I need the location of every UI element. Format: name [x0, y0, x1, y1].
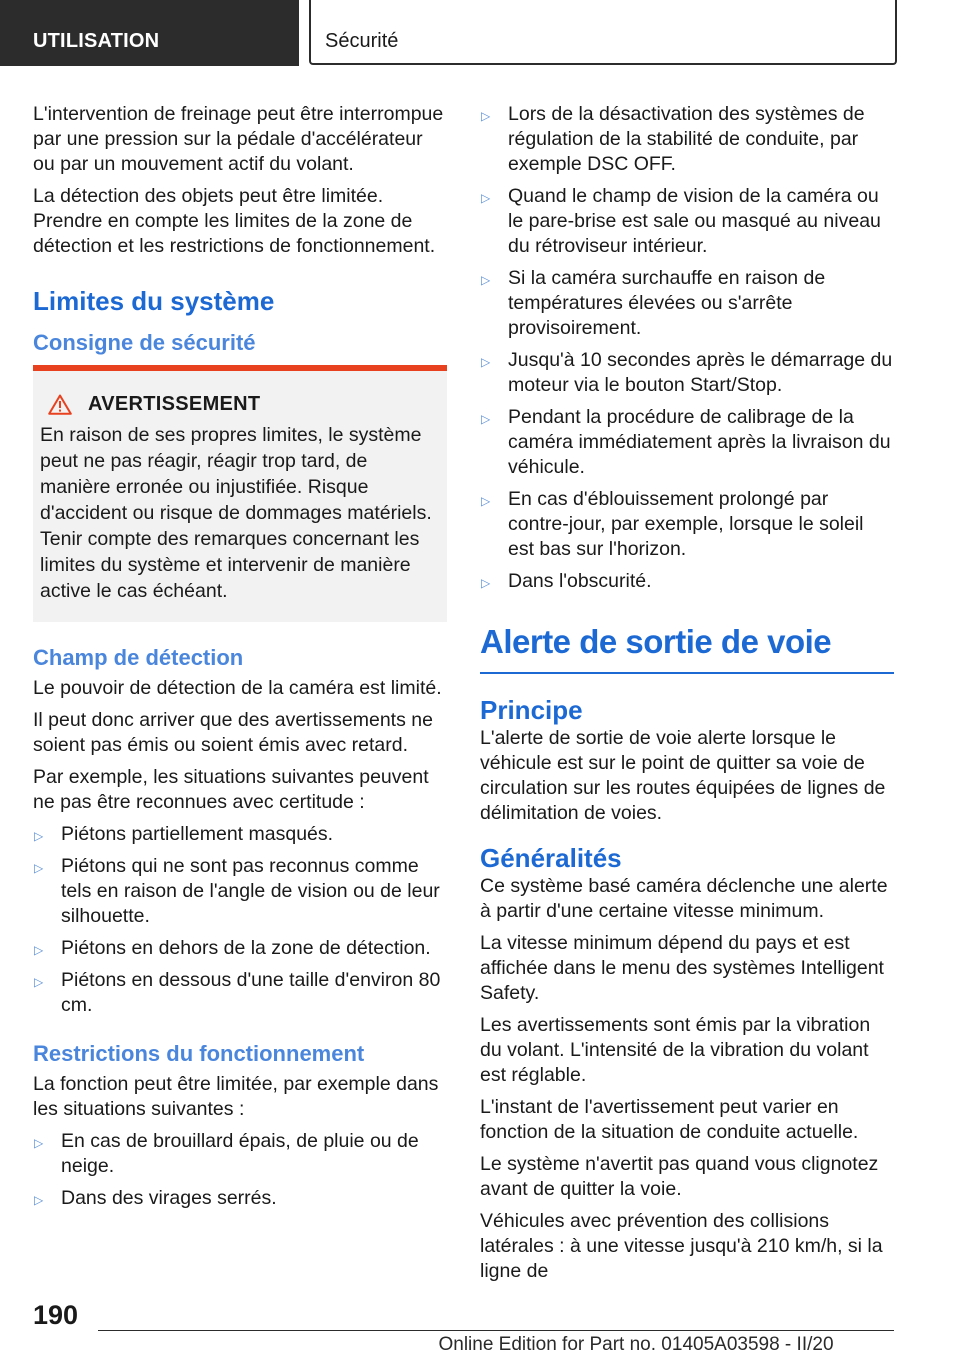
footer-edition: Online Edition for Part no. 01405A03598 - II/20: [438, 1334, 834, 1355]
detection-heading: Champ de détection: [33, 645, 244, 670]
restrictions-list-continued: [480, 102, 894, 594]
triangle-bullet-icon: ▷: [34, 829, 44, 843]
general-paragraph: Véhicules avec prévention des collisions latérales : à une vitesse jusqu'à 210 km/h, si la ligne de: [480, 1210, 883, 1282]
limits-heading: Limites du système: [33, 286, 275, 316]
section-title: UTILISATION: [33, 30, 160, 52]
triangle-bullet-icon: ▷: [34, 943, 44, 957]
detection-list: [33, 822, 447, 1018]
triangle-bullet-icon: ▷: [481, 494, 491, 508]
list-item: ▷ Dans l'obscurité.: [480, 569, 894, 594]
list-item: ▷ Pendant la procédure de calibrage de la caméra immédiatement après la livraison du véhicule.: [481, 406, 891, 478]
general-paragraph: Le système n'avertit pas quand vous clignotez avant de quitter la voie.: [480, 1153, 879, 1200]
right-column: [480, 102, 894, 1291]
warning-title: AVERTISSEMENT: [88, 393, 261, 415]
triangle-bullet-icon: ▷: [481, 191, 491, 205]
warning-box: [33, 365, 447, 622]
section-tab: [0, 0, 299, 66]
safety-heading: Consigne de sécurité: [33, 330, 256, 355]
warning-text: En raison de ses propres limites, le système peut ne pas réagir, réagir trop tard, de manière erronée ou injustifiée. Risque d'accident ou risque de dommages matériels. Tenir compte des remarques concernant les limites du système et intervenir de manière active le cas échéant.: [40, 424, 432, 602]
warning-header: [40, 393, 439, 416]
triangle-bullet-icon: ▷: [481, 412, 491, 426]
general-paragraph: L'instant de l'avertissement peut varier en fonction de la situation de conduite actuelle.: [480, 1096, 859, 1143]
detection-paragraph: Le pouvoir de détection de la caméra est limité.: [33, 677, 442, 699]
triangle-bullet-icon: ▷: [34, 861, 44, 875]
list-item: ▷ Piétons en dessous d'une taille d'environ 80 cm.: [34, 969, 441, 1016]
triangle-bullet-icon: ▷: [34, 1193, 44, 1207]
footer-divider: [98, 1330, 894, 1331]
list-item: ▷ En cas de brouillard épais, de pluie ou de neige.: [34, 1130, 419, 1177]
principle-paragraph: L'alerte de sortie de voie alerte lorsque le véhicule est sur le point de quitter sa voie de circulation sur les routes équipées de lignes de délimitation de voies.: [480, 727, 886, 824]
intro-paragraph: La détection des objets peut être limitée. Prendre en compte les limites de la zone de détection et les restrictions de fonctionnement.: [33, 185, 436, 257]
left-column: [33, 102, 447, 1218]
general-heading: Généralités: [480, 843, 622, 873]
list-item: ▷ Piétons partiellement masqués.: [33, 822, 447, 847]
triangle-bullet-icon: ▷: [481, 355, 491, 369]
list-item: ▷ Lors de la désactivation des systèmes de régulation de la stabilité de conduite, par exemple DSC OFF.: [481, 103, 865, 175]
triangle-bullet-icon: ▷: [34, 1136, 44, 1150]
detection-paragraph: Il peut donc arriver que des avertissements ne soient pas émis ou soient émis avec retard.: [33, 709, 433, 756]
restrictions-heading: Restrictions du fonctionnement: [33, 1041, 365, 1066]
list-item: ▷ Jusqu'à 10 secondes après le démarrage du moteur via le bouton Start/Stop.: [481, 349, 893, 396]
list-item: ▷ Piétons en dehors de la zone de détection.: [33, 936, 447, 961]
restrictions-intro: La fonction peut être limitée, par exemple dans les situations suivantes :: [33, 1073, 439, 1120]
list-item: ▷ Dans des virages serrés.: [33, 1186, 447, 1211]
list-item: ▷ Si la caméra surchauffe en raison de températures élevées ou s'arrête provisoirement.: [481, 267, 826, 339]
restrictions-list: [33, 1129, 447, 1211]
list-item: ▷ En cas d'éblouissement prolongé par contre-jour, par exemple, lorsque le soleil est bas sur l'horizon.: [481, 488, 864, 560]
general-paragraph: Les avertissements sont émis par la vibration du volant. L'intensité de la vibration du volant est réglable.: [480, 1014, 871, 1086]
chapter-title: Sécurité: [325, 30, 399, 52]
intro-paragraph: L'intervention de freinage peut être interrompue par une pression sur la pédale d'accélérateur ou par un mouvement actif du volant.: [33, 103, 444, 175]
triangle-bullet-icon: ▷: [481, 576, 491, 590]
list-item: ▷ Piétons qui ne sont pas reconnus comme tels en raison de l'angle de vision ou de leur silhouette.: [34, 855, 440, 927]
list-item: ▷ Quand le champ de vision de la caméra ou le pare-brise est sale ou masqué au niveau du rétroviseur intérieur.: [481, 185, 881, 257]
general-paragraph: La vitesse minimum dépend du pays et est affichée dans le menu des systèmes Intelligent Safety.: [480, 932, 884, 1004]
section-title-lane-departure: Alerte de sortie de voie: [480, 620, 894, 674]
general-paragraph: Ce système basé caméra déclenche une alerte à partir d'une certaine vitesse minimum.: [480, 875, 888, 922]
triangle-bullet-icon: ▷: [34, 975, 44, 989]
triangle-bullet-icon: ▷: [481, 109, 491, 123]
triangle-bullet-icon: ▷: [481, 273, 491, 287]
detection-paragraph: Par exemple, les situations suivantes peuvent ne pas être reconnues avec certitude :: [33, 766, 429, 813]
principle-heading: Principe: [480, 695, 583, 725]
warning-triangle-icon: [48, 394, 72, 415]
page-number: 190: [33, 1300, 79, 1330]
chapter-tab: [309, 0, 897, 65]
